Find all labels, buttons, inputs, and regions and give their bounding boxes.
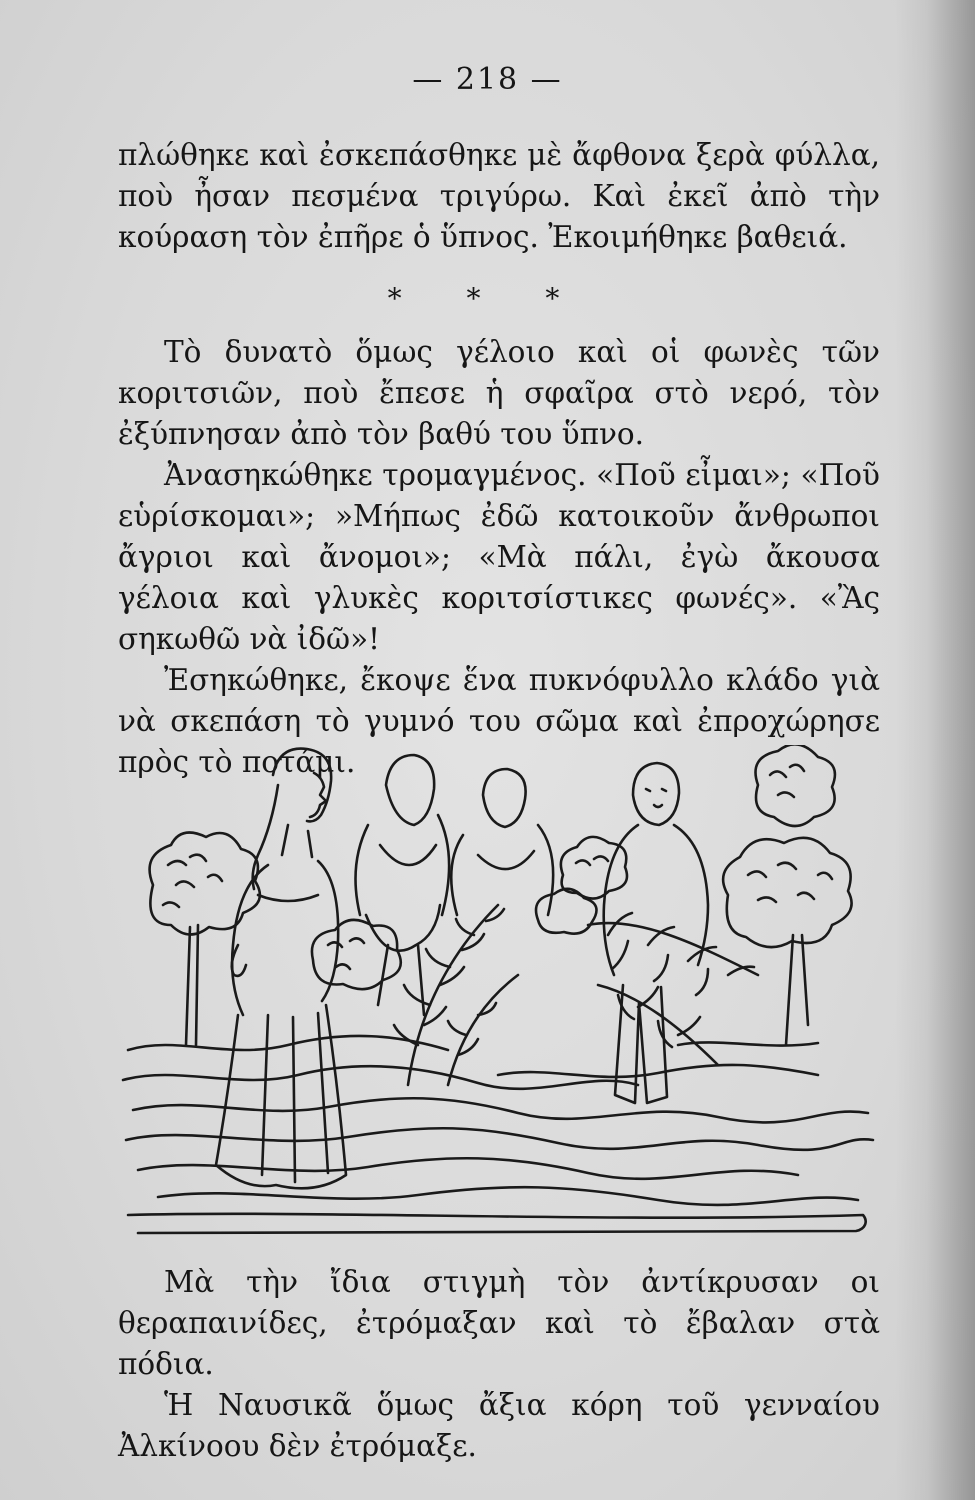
paragraph: Ἀνασηκώθηκε τρομαγμένος. «Ποῦ εἶμαι»; «Ποῦ εὑρίσκομαι»; »Μήπως ἐδῶ κατοικοῦν ἄνθρωποι ἄγριοι καὶ ἄνομοι»; «Μὰ πάλι, ἐγὼ ἄκουσα γέλοια καὶ γλυκὲς κοριτσίστικες φωνές». «Ἂς σηκωθῶ νὰ ἰδῶ»! [118,458,880,656]
figure-nausicaa [216,749,346,1189]
paragraph: Μὰ τὴν ἴδια στιγμὴ τὸν ἀντίκρυσαν οι θεραπαινίδες, ἐτρόμαξαν καὶ τὸ ἔβαλαν στὰ πόδια. [118,1265,880,1381]
text-block-middle [118,332,880,783]
page-number: — 218 — [412,62,563,97]
paragraph: Τὸ δυνατὸ ὅμως γέλοιο καὶ οἱ φωνὲς τῶν κοριτσιῶν, ποὺ ἔπεσε ἡ σφαῖρα στὸ νερό, τὸν ἐξύπνησαν ἀπὸ τὸν βαθύ του ὕπνο. [118,335,880,451]
figure-odysseus [588,763,758,1103]
section-separator: * * * [387,282,588,315]
figure-maiden-2 [451,769,553,915]
paragraph: Ἐσηκώθηκε, ἔκοψε ἕνα πυκνόφυλλο κλάδο γιὰ νὰ σκεπάση τὸ γυμνό του σῶμα καὶ ἐπροχώρησε πρὸς τὸ ποτάμι. [118,663,880,779]
tree-right [723,745,852,1045]
ground-lines [123,1036,873,1233]
figure-maiden-1 [356,755,450,1015]
paragraph: πλώθηκε καὶ ἐσκεπάσθηκε μὲ ἄφθονα ξερὰ φύλλα, ποὺ ἦσαν πεσμένα τριγύρω. Καὶ ἐκεῖ ἀπὸ τὴν κούραση τὸν ἐπῆρε ὁ ὕπνος. Ἐκοιμήθηκε βαθειά. [118,138,880,254]
paragraph: Ἡ Ναυσικᾶ ὅμως ἄξια κόρη τοῦ γενναίου Ἀλκίνοου δὲν ἐτρόμαξε. [118,1388,880,1463]
text-block-bottom [118,1262,880,1467]
olive-branch [394,905,518,1085]
binding-shadow [895,0,975,1500]
text-block-top [118,135,880,258]
illustration-odysseus-nausicaa [118,745,880,1240]
